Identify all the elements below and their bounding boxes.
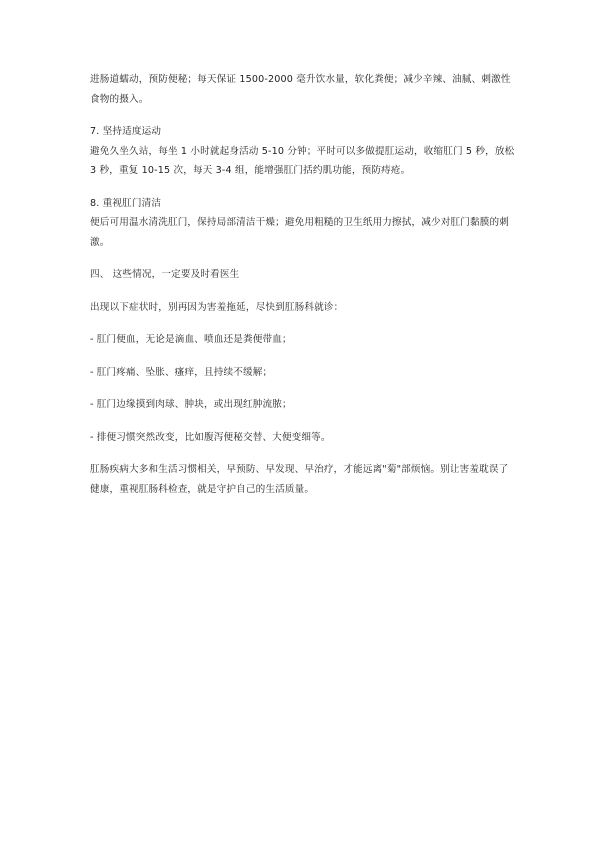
- symptom-bullet-1: - 肛门便血，无论是滴血、喷血还是粪便带血；: [90, 334, 292, 345]
- heading-8-hygiene: 8. 重视肛门清洁: [90, 197, 162, 209]
- symptom-bullet-2: - 肛门疼痛、坠胀、瘙痒，且持续不缓解；: [90, 366, 273, 378]
- symptom-bullet-4: - 排便习惯突然改变，比如腹泻便秘交替、大便变细等。: [90, 431, 331, 443]
- symptom-bullet-3: - 肛门边缘摸到肉球、肿块，或出现红肿流脓；: [90, 399, 292, 410]
- section-4-heading: 四、 这些情况，一定要及时看医生: [90, 269, 240, 280]
- conclusion-paragraph: 肛肠疾病大多和生活习惯相关，早预防、早发现、早治疗，才能远离"菊"部烦恼。别让害羞耽误了健康，重视肛肠科检查，就是守护自己的生活质量。: [90, 464, 509, 495]
- exercise-paragraph: 避免久坐久站，每坐 1 小时就起身活动 5-10 分钟；平时可以多做提肛运动，收缩肛门 5 秒，放松 3 秒，重复 10-15 次，每天 3-4 组，能增强肛门括约肌功能，预防痔疮。: [90, 145, 515, 176]
- symptoms-intro: 出现以下症状时，别再因为害羞拖延，尽快到肛肠科就诊：: [90, 301, 344, 313]
- hygiene-paragraph: 便后可用温水清洗肛门，保持局部清洁干燥；避免用粗糙的卫生纸用力擦拭，减少对肛门黏膜的刺激。: [90, 217, 509, 248]
- heading-7-exercise: 7. 坚持适度运动: [90, 126, 162, 137]
- diet-paragraph-continued: 进肠道蠕动，预防便秘；每天保证 1500-2000 毫升饮水量，软化粪便；减少辛辣、油腻、刺激性食物的摄入。: [90, 74, 511, 105]
